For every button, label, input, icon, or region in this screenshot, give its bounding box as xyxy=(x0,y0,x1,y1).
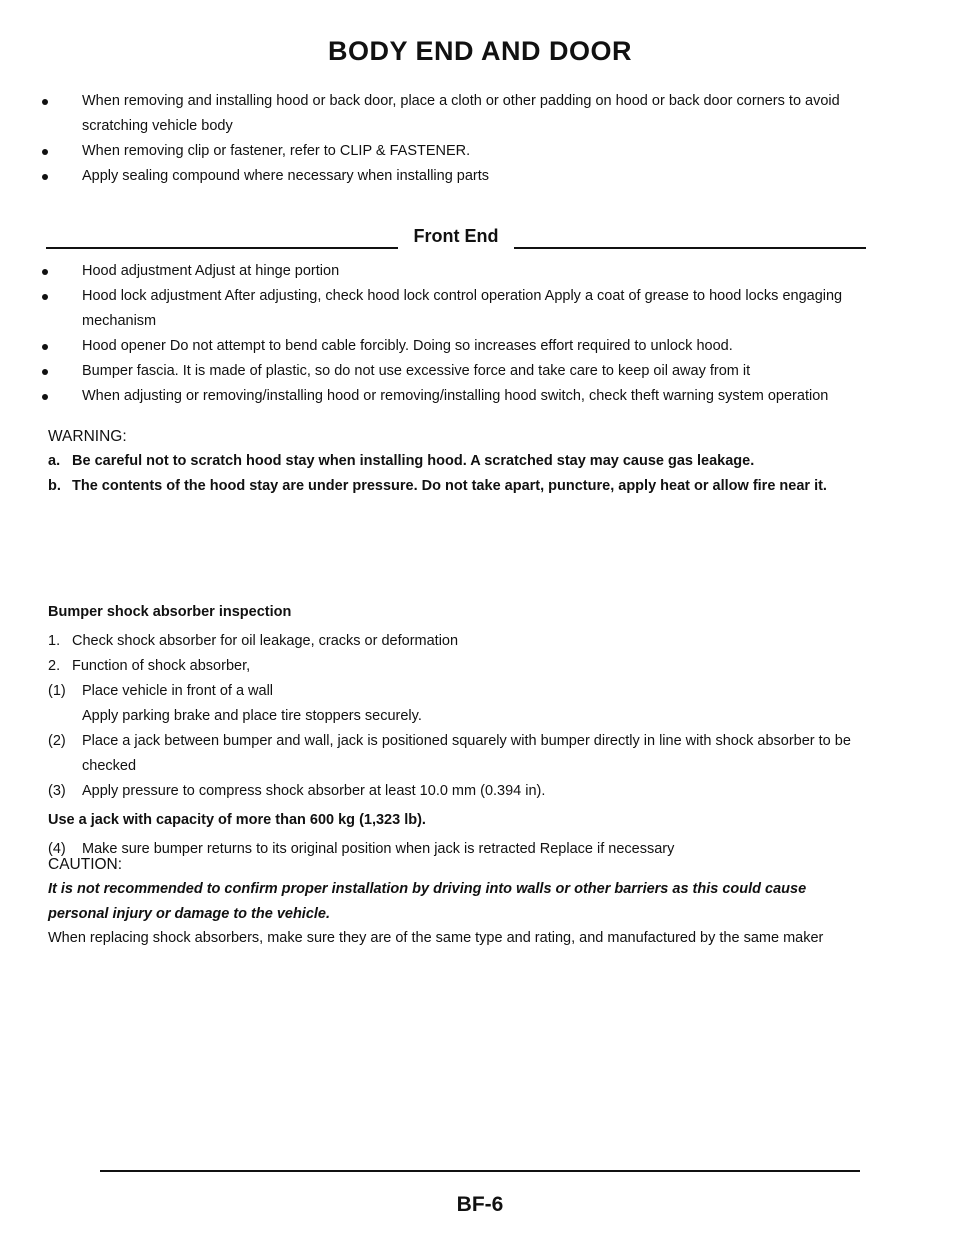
warning-heading: WARNING: xyxy=(48,428,127,445)
inspection-substep-3 xyxy=(48,779,868,804)
warning-item-b xyxy=(48,474,868,499)
intro-bullet-1: When removing and installing hood or back door, place a cloth or other padding on hood or back door corners to avoid scratching vehicle body xyxy=(36,89,876,139)
front-end-bullet-2: Hood lock adjustment After adjusting, check hood lock control operation Apply a coat of grease to hood locks engaging mechanism xyxy=(36,284,876,334)
intro-bullet-list xyxy=(36,89,876,189)
jack-capacity-note: Use a jack with capacity of more than 600 kg (1,323 lb). xyxy=(48,812,426,828)
page-title: BODY END AND DOOR xyxy=(327,36,633,66)
section-title: Front End xyxy=(413,226,499,246)
front-end-bullet-1: Hood adjustment Adjust at hinge portion xyxy=(36,259,876,284)
section-rule-left xyxy=(46,247,398,249)
caution-text: It is not recommended to confirm proper installation by driving into walls or other barriers as this could cause personal injury or damage to the vehicle. xyxy=(48,881,807,922)
front-end-bullet-list xyxy=(36,259,876,409)
inspection-substep-2-text: Place a jack between bumper and wall, jack is positioned squarely with bumper directly in line with shock absorber to be checked xyxy=(82,733,851,774)
intro-bullet-2: When removing clip or fastener, refer to CLIP & FASTENER. xyxy=(36,139,876,164)
inspection-substep-2-label: (2) xyxy=(48,733,66,749)
inspection-step-2 xyxy=(48,654,868,679)
inspection-step-2-text: Function of shock absorber, xyxy=(72,658,251,674)
front-end-bullet-5: When adjusting or removing/installing hood or removing/installing hood switch, check theft warning system operation xyxy=(36,384,876,409)
inspection-step-2-label: 2. xyxy=(48,658,61,674)
section-rule-right xyxy=(514,247,866,249)
inspection-substep-3-text: Apply pressure to compress shock absorber at least 10.0 mm (0.394 in). xyxy=(82,783,546,799)
inspection-step-1-label: 1. xyxy=(48,633,61,649)
warning-item-a-label: a. xyxy=(48,453,61,469)
inspection-heading: Bumper shock absorber inspection xyxy=(48,604,292,620)
inspection-substep-1-label: (1) xyxy=(48,683,66,699)
inspection-step-1 xyxy=(48,629,868,654)
warning-item-a-text: Be careful not to scratch hood stay when installing hood. A scratched stay may cause gas leakage. xyxy=(72,453,755,469)
intro-bullet-3: Apply sealing compound where necessary when installing parts xyxy=(36,164,876,189)
inspection-substep-4-text: Make sure bumper returns to its original position when jack is retracted Replace if necessary xyxy=(82,841,675,857)
warning-item-b-text: The contents of the hood stay are under pressure. Do not take apart, puncture, apply heat or allow fire near it. xyxy=(72,478,827,494)
closing-paragraph: When replacing shock absorbers, make sure they are of the same type and rating, and manufactured by the same maker xyxy=(48,930,824,946)
inspection-substep-2 xyxy=(48,729,868,779)
front-end-bullet-3: Hood opener Do not attempt to bend cable forcibly. Doing so increases effort required to unlock hood. xyxy=(36,334,876,359)
page-number: BF-6 xyxy=(456,1193,504,1216)
caution-heading: CAUTION: xyxy=(48,856,123,873)
section-heading-front-end xyxy=(46,224,866,254)
inspection-substep-1 xyxy=(48,679,868,729)
warning-item-a xyxy=(48,449,868,474)
inspection-substep-1-text: Place vehicle in front of a wall xyxy=(82,683,274,699)
footer-rule xyxy=(100,1170,860,1172)
inspection-step-1-text: Check shock absorber for oil leakage, cracks or deformation xyxy=(72,633,459,649)
inspection-substep-4-label: (4) xyxy=(48,841,66,857)
inspection-substep-1-text2: Apply parking brake and place tire stoppers securely. xyxy=(82,708,422,724)
inspection-block xyxy=(48,600,868,862)
warning-block xyxy=(48,424,868,499)
front-end-bullet-4: Bumper fascia. It is made of plastic, so do not use excessive force and take care to keep oil away from it xyxy=(36,359,876,384)
caution-block xyxy=(48,852,868,927)
inspection-substep-3-label: (3) xyxy=(48,783,66,799)
warning-item-b-label: b. xyxy=(48,478,61,494)
